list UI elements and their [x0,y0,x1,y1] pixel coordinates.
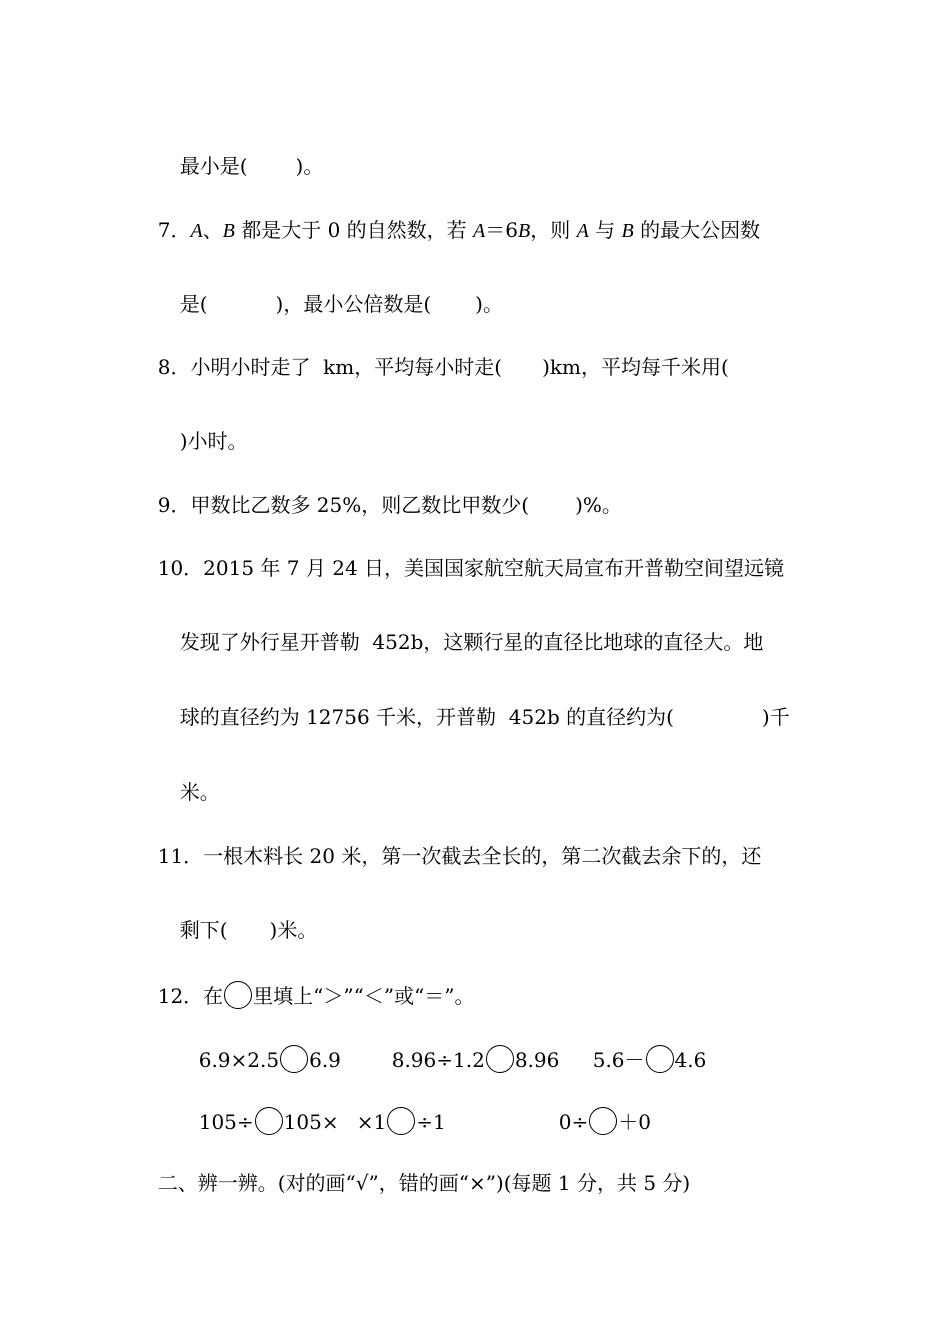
q8-line-1 [145,331,729,379]
q12-item-2-left: 8.96÷1.2 [391,1048,485,1072]
q7-line-1 [145,194,760,243]
q7-line-2 [167,268,503,316]
q11-text-2b: )米。 [269,918,318,942]
circle-icon [224,981,252,1009]
q11-line-2 [167,894,317,942]
compare-circle-3[interactable] [646,1045,674,1073]
q7-var-a3: A [576,220,589,242]
q7-eq: ＝6 [485,218,518,242]
q10-text-4: 米。 [179,780,220,804]
q8-number: 8． [157,355,191,379]
q10-text-2: 发现了外行星开普勒 452b，这颗行星的直径比地球的直径大。地 [179,630,764,654]
compare-circle-1[interactable] [280,1045,308,1073]
q8-line-2 [167,405,248,453]
q12-text-1: 在 [203,984,224,1008]
q9-text-2: )%。 [575,493,622,517]
q11-line-1 [145,820,761,868]
q9-line [145,469,622,517]
q7-line2-c: )。 [475,292,503,316]
q12-item-3-left: 5.6－ [592,1048,645,1072]
q7-text-1: 都是大于 0 的自然数，若 [234,218,474,242]
q7-var-b2: B [518,220,531,242]
q7-var-a: A [190,220,203,242]
q10-line-4 [167,756,220,804]
compare-circle-5[interactable] [387,1107,415,1135]
q7-sep: 、 [202,218,223,242]
q12-item-4-right: 105× [283,1110,339,1134]
q12-line [145,957,475,1009]
q7-var-b3: B [621,220,634,242]
q12-text-2: 里填上“＞”“＜”或“＝”。 [253,984,475,1008]
q7-line2-a: 是( [179,292,208,316]
compare-circle-6[interactable] [589,1107,617,1135]
q11-text-2a: 剩下( [179,918,228,942]
q12-number: 12． [157,984,204,1008]
compare-circle-2[interactable] [486,1045,514,1073]
q11-text-1: 一根木料长 20 米，第一次截去全长的，第二次截去余下的，还 [203,844,762,868]
q11-number: 11． [157,844,204,868]
q12-item-5-right: ÷1 [416,1110,446,1134]
q9-number: 9． [157,493,191,517]
compare-circle-4[interactable] [255,1107,283,1135]
q8-text-1: 小明小时走了 km，平均每小时走( [190,355,503,379]
section-2-title: 二、辨一辨。(对的画“√”，错的画“×”)(每题 1 分，共 5 分) [157,1171,691,1195]
q10-line-3 [167,681,790,729]
q10-text-1: 2015 年 7 月 24 日，美国国家航空航天局宣布开普勒空间望远镜 [203,556,785,580]
q7-var-a2: A [473,220,486,242]
q6-tail [167,130,323,178]
q7-var-b: B [222,220,235,242]
q7-text-4: 的最大公因数 [633,218,761,242]
q10-text-3b: )千 [761,705,790,729]
section-2-heading [145,1147,690,1195]
q12-item-3-right: 4.6 [674,1048,707,1072]
q7-line2-b: )，最小公倍数是( [275,292,432,316]
q7-number: 7． [157,218,191,242]
q12-item-2 [379,1021,559,1073]
q12-item-5-left: ×1 [356,1110,387,1134]
q10-line-1 [145,532,784,580]
q8-text-2: )km，平均每千米用( [542,355,729,379]
q12-item-3 [580,1021,706,1073]
q12-item-6-left: 0÷ [558,1110,589,1134]
q7-text-2: ，则 [530,218,577,242]
q10-line-2 [167,606,763,654]
q9-text-1: 甲数比乙数多 25%，则乙数比甲数少( [190,493,530,517]
q8-line2-text: )小时。 [179,429,248,453]
q12-item-4-left: 105÷ [198,1110,254,1134]
q7-text-3: 与 [588,218,622,242]
q12-item-4 [186,1083,339,1135]
q12-item-6 [546,1083,651,1135]
q12-item-1-left: 6.9×2.5 [198,1048,280,1072]
q12-item-6-right: ＋0 [618,1110,651,1134]
q12-item-1 [186,1021,341,1073]
q10-text-3a: 球的直径约为 12756 千米，开普勒 452b 的直径约为( [179,705,674,729]
q6-tail-close: )。 [295,154,324,178]
q6-tail-text: 最小是( [179,154,248,178]
q12-item-1-right: 6.9 [309,1048,341,1072]
q12-item-2-right: 8.96 [514,1048,560,1072]
q12-item-5 [344,1083,446,1135]
q10-number: 10． [157,556,204,580]
